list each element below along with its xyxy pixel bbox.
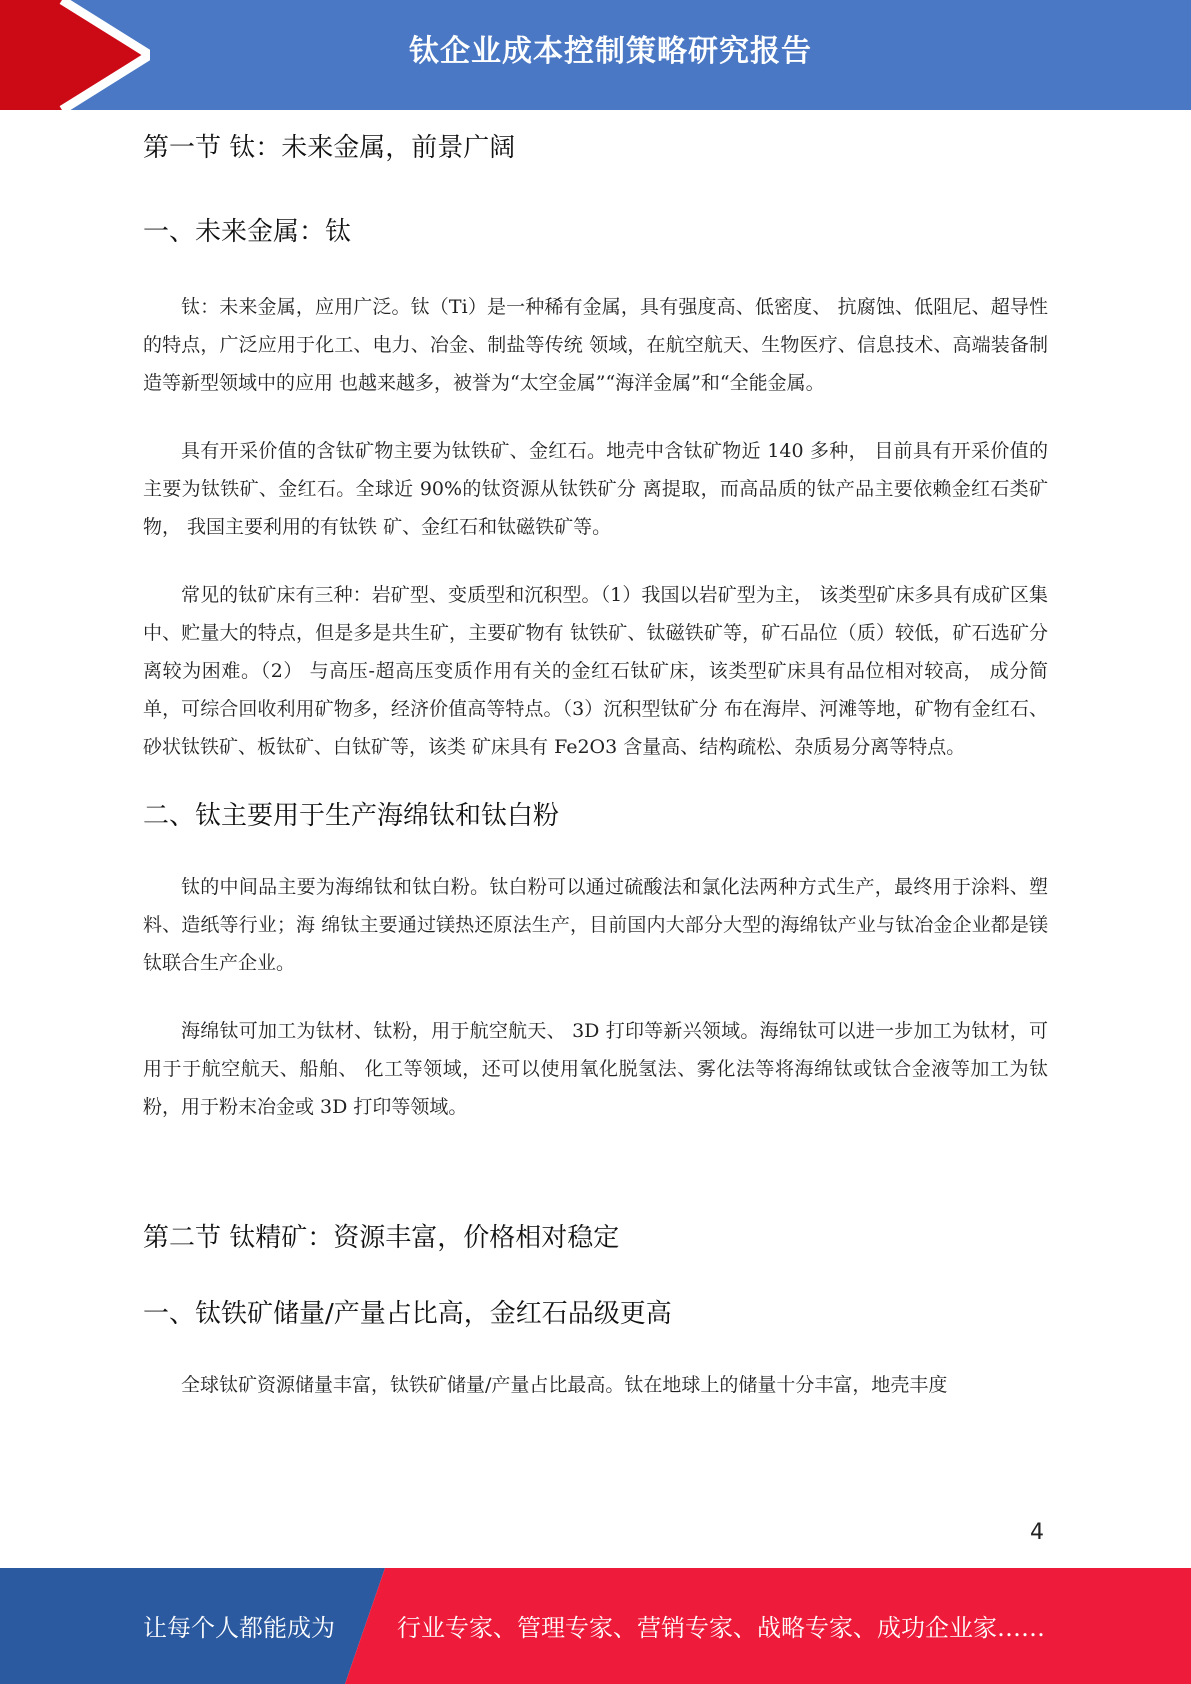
paragraph: 钛：未来金属，应用广泛。钛（Ti）是一种稀有金属，具有强度高、低密度、 抗腐蚀、低阻尼、超导性的特点，广泛应用于化工、电力、冶金、制盐等传统 领域，在航空航天、生物医疗、信息技术、高端装备制造等新型领域中的应用 也越来越多，被誉为“太空金属”“海洋金属”和“全能金属。 [143, 296, 1048, 394]
footer-slogan-right: 行业专家、管理专家、营销专家、战略专家、成功企业家…… [397, 1614, 1045, 1642]
paragraph: 钛的中间品主要为海绵钛和钛白粉。钛白粉可以通过硫酸法和氯化法两种方式生产，最终用于涂料、塑料、造纸等行业；海 绵钛主要通过镁热还原法生产，目前国内大部分大型的海绵钛产业与钛冶金企业都是镁钛联合生产企业。 [143, 876, 1048, 974]
document-title: 钛企业成本控制策略研究报告 [409, 34, 812, 69]
paragraph: 具有开采价值的含钛矿物主要为钛铁矿、金红石。地壳中含钛矿物近 140 多种， 目前具有开采价值的主要为钛铁矿、金红石。全球近 90%的钛资源从钛铁矿分 离提取，而高品质的钛产品主要依赖金红石类矿物， 我国主要利用的有钛铁 矿、金红石和钛磁铁矿等。 [143, 440, 1048, 538]
page-content [143, 130, 1048, 1404]
page-number: 4 [1030, 1520, 1044, 1545]
paragraph: 常见的钛矿床有三种：岩矿型、变质型和沉积型。（1）我国以岩矿型为主， 该类型矿床多具有成矿区集中、贮量大的特点，但是多是共生矿，主要矿物有 钛铁矿、钛磁铁矿等，矿石品位（质）较低，矿石选矿分离较为困难。（2） 与高压-超高压变质作用有关的金红石钛矿床，该类型矿床具有品位相对较高， 成分简单，可综合回收利用矿物多，经济价值高等特点。（3）沉积型钛矿分 布在海岸、河滩等地，矿物有金红石、砂状钛铁矿、板钛矿、白钛矿等，该类 矿床具有 Fe2O3 含量高、结构疏松、杂质易分离等特点。 [143, 584, 1048, 758]
paragraph: 海绵钛可加工为钛材、钛粉，用于航空航天、 3D 打印等新兴领域。海绵钛可以进一步加工为钛材，可用于于航空航天、船舶、 化工等领域，还可以使用氧化脱氢法、雾化法等将海绵钛或钛合金液等加工为钛粉，用于粉末冶金或 3D 打印等领域。 [143, 1020, 1048, 1118]
section-title: 第二节 钛精矿：资源丰富，价格相对稳定 [143, 1223, 620, 1253]
footer-banner [0, 1568, 1191, 1684]
paragraph: 全球钛矿资源储量丰富，钛铁矿储量/产量占比最高。钛在地球上的储量十分丰富，地壳丰度 [181, 1374, 948, 1396]
subsection-title: 一、钛铁矿储量/产量占比高，金红石品级更高 [143, 1299, 672, 1329]
subsection-title: 一、未来金属：钛 [143, 217, 352, 247]
section-title: 第一节 钛：未来金属，前景广阔 [143, 133, 516, 163]
subsection-title: 二、钛主要用于生产海绵钛和钛白粉 [143, 801, 560, 831]
header-banner [0, 0, 1191, 110]
footer-slogan-left: 让每个人都能成为 [143, 1614, 335, 1642]
